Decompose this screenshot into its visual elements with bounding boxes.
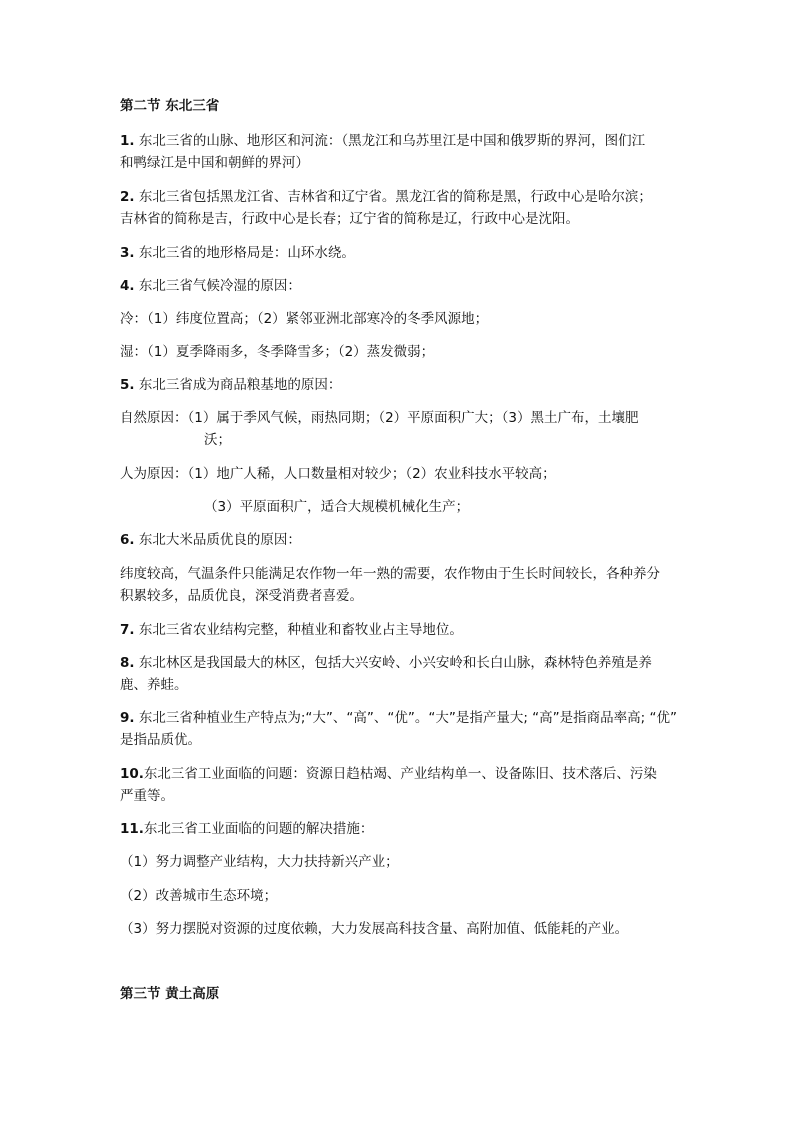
item-3-line-1 bbox=[120, 245, 355, 261]
item-number: 9. bbox=[120, 710, 135, 726]
natural-reasons-label: 自然原因： bbox=[120, 410, 188, 426]
natural-reasons-line-1 bbox=[120, 410, 639, 426]
item-11-line-1 bbox=[120, 821, 373, 837]
item-text: 东北大米品质优良的原因： bbox=[138, 532, 301, 548]
item-text: 东北三省气候冷湿的原因： bbox=[138, 278, 301, 294]
rice-explanation-line-2: 积累较多，品质优良，深受消费者喜爱。 bbox=[120, 588, 363, 604]
human-reasons-line-2: （3）平原面积广，适合大规模机械化生产； bbox=[204, 499, 470, 515]
item-text: 东北三省成为商品粮基地的原因： bbox=[138, 377, 342, 393]
item-text: 东北三省包括黑龙江省、吉林省和辽宁省。黑龙江省的简称是黑，行政中心是哈尔滨； bbox=[138, 189, 652, 205]
item-text: 东北林区是我国最大的林区，包括大兴安岭、小兴安岭和长白山脉，森林特色养殖是养 bbox=[138, 655, 652, 671]
natural-reasons-line-2: 沃； bbox=[204, 432, 231, 448]
item-text: 东北三省农业结构完整，种植业和畜牧业占主导地位。 bbox=[138, 622, 463, 638]
item-text: 东北三省种植业生产特点为;“大”、“高”、“优”。“大”是指产量大; “高”是指商品率高; “优” bbox=[138, 710, 677, 726]
item-1-line-1 bbox=[120, 133, 645, 149]
measure-1: （1）努力调整产业结构，大力扶持新兴产业； bbox=[120, 854, 399, 870]
item-text: 东北三省的地形格局是：山环水绕。 bbox=[138, 245, 355, 261]
rice-explanation-line-1: 纬度较高，气温条件只能满足农作物一年一熟的需要，农作物由于生长时间较长，各种养分 bbox=[120, 566, 660, 582]
item-number: 8. bbox=[120, 655, 135, 671]
item-9-line-1 bbox=[120, 710, 677, 726]
cold-reasons: 冷：（1）纬度位置高；（2）紧邻亚洲北部寒冷的冬季风源地； bbox=[120, 311, 489, 327]
measure-3: （3）努力摆脱对资源的过度依赖，大力发展高科技含量、高附加值、低能耗的产业。 bbox=[120, 921, 629, 937]
human-reasons-text: （1）地广人稀，人口数量相对较少；（2）农业科技水平较高； bbox=[187, 466, 556, 482]
item-5-line-1 bbox=[120, 377, 341, 393]
item-2-line-2: 吉林省的简称是吉，行政中心是长春；辽宁省的简称是辽，行政中心是沈阳。 bbox=[120, 211, 579, 227]
wet-reasons: 湿：（1）夏季降雨多，冬季降雪多；（2）蒸发微弱； bbox=[120, 344, 435, 360]
item-1-line-2: 和鸭绿江是中国和朝鲜的界河） bbox=[120, 155, 309, 171]
item-10-line-2: 严重等。 bbox=[120, 788, 174, 804]
section-heading-loess-plateau: 第三节 黄土高原 bbox=[120, 986, 220, 1002]
item-8-line-2: 鹿、养蛙。 bbox=[120, 677, 188, 693]
human-reasons-label: 人为原因： bbox=[120, 466, 188, 482]
item-text: 东北三省工业面临的问题的解决措施： bbox=[143, 821, 374, 837]
item-number: 4. bbox=[120, 278, 135, 294]
item-number: 7. bbox=[120, 622, 135, 638]
item-8-line-1 bbox=[120, 655, 652, 671]
item-number: 5. bbox=[120, 377, 135, 393]
item-7-line-1 bbox=[120, 622, 463, 638]
item-number: 10. bbox=[120, 766, 144, 782]
item-6-line-1 bbox=[120, 532, 301, 548]
section-heading-northeast: 第二节 东北三省 bbox=[120, 98, 220, 114]
item-text: 东北三省工业面临的问题：资源日趋枯竭、产业结构单一、设备陈旧、技术落后、污染 bbox=[143, 766, 657, 782]
item-number: 2. bbox=[120, 189, 135, 205]
item-number: 6. bbox=[120, 532, 135, 548]
natural-reasons-text: （1）属于季风气候，雨热同期；（2）平原面积广大；（3）黑土广布，土壤肥 bbox=[187, 410, 639, 426]
item-number: 3. bbox=[120, 245, 135, 261]
item-9-line-2: 是指品质优。 bbox=[120, 732, 201, 748]
item-2-line-1 bbox=[120, 189, 652, 205]
item-text: 东北三省的山脉、地形区和河流：（黑龙江和乌苏里江是中国和俄罗斯的界河，图们江 bbox=[138, 133, 646, 149]
item-10-line-1 bbox=[120, 766, 657, 782]
item-4-line-1 bbox=[120, 278, 301, 294]
measure-2: （2）改善城市生态环境； bbox=[120, 888, 278, 904]
human-reasons-line-1 bbox=[120, 466, 556, 482]
item-number: 1. bbox=[120, 133, 135, 149]
item-number: 11. bbox=[120, 821, 144, 837]
